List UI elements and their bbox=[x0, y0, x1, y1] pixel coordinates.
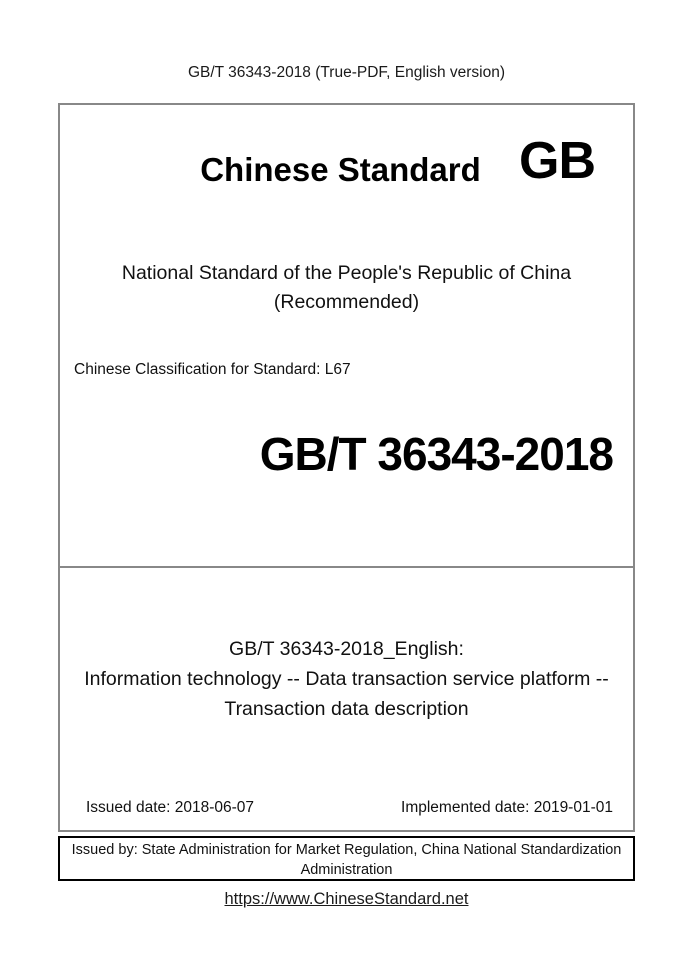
chinesestandard-link[interactable]: https://www.ChineseStandard.net bbox=[224, 890, 469, 908]
brand-title: Chinese Standard bbox=[200, 151, 481, 188]
description-title-line: GB/T 36343-2018_English: bbox=[229, 638, 464, 660]
national-standard-block bbox=[60, 259, 633, 317]
description-subject-line2: Transaction data description bbox=[224, 698, 469, 720]
issuer-line1: Issued by: State Administration for Market Regulation, China National Standardization bbox=[71, 842, 622, 858]
description-subject-line1: Information technology -- Data transaction service platform -- bbox=[84, 668, 609, 690]
gb-logo-text: GB bbox=[519, 132, 595, 190]
issued-date: Issued date: 2018-06-07 bbox=[86, 799, 255, 816]
description-block bbox=[60, 568, 633, 724]
standard-number: GB/T 36343-2018 bbox=[259, 428, 613, 480]
national-standard-line: National Standard of the People's Republic of China bbox=[121, 262, 572, 284]
page-header-title: GB/T 36343-2018 (True-PDF, English version) bbox=[187, 64, 506, 81]
classification-line: Chinese Classification for Standard: L67 bbox=[74, 361, 351, 378]
cover-top-section bbox=[60, 105, 633, 566]
implemented-date: Implemented date: 2019-01-01 bbox=[401, 799, 613, 816]
issuer-line2: Administration bbox=[300, 862, 393, 878]
issuer-box bbox=[58, 836, 635, 881]
recommended-line: (Recommended) bbox=[273, 291, 420, 313]
page-footer bbox=[0, 890, 693, 909]
cover-description-section bbox=[60, 566, 633, 830]
dates-row bbox=[86, 799, 613, 817]
brand-row bbox=[60, 105, 633, 207]
brand-title-wrap bbox=[76, 135, 519, 189]
cover-main-box bbox=[58, 103, 635, 832]
